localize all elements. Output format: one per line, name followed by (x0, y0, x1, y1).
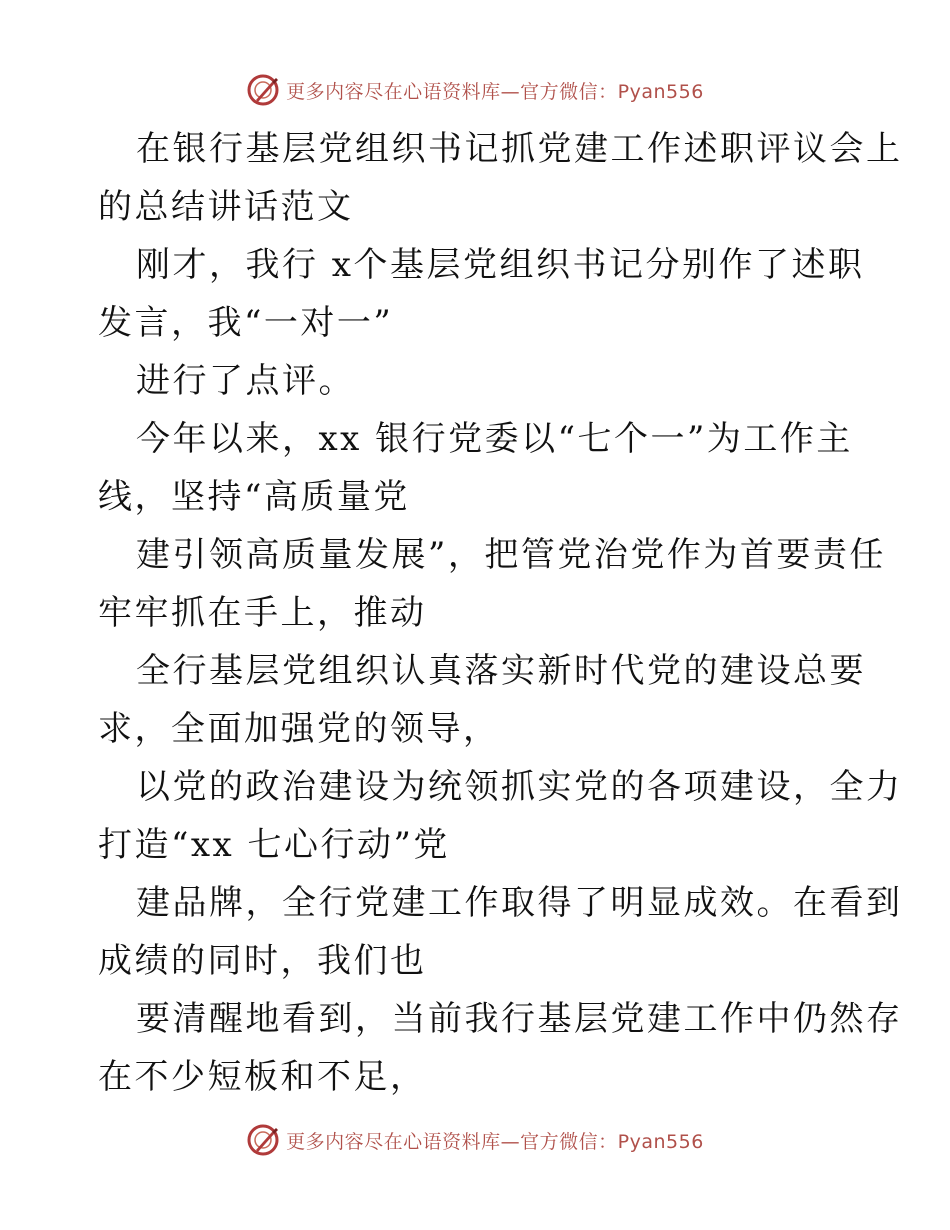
text-line: 全行基层党组织认真落实新时代党的建设总要 (136, 651, 866, 691)
footer-banner-text: 更多内容尽在心语资料库—官方微信：Pyan556 (286, 1130, 704, 1153)
text-line: 在不少短板和不足， (98, 1057, 427, 1097)
text-line: 要清醒地看到，当前我行基层党建工作中仍然存 (136, 999, 903, 1039)
text-line: 求，全面加强党的领导， (98, 709, 500, 749)
document-body (98, 120, 903, 1106)
text-line: 刚才，我行 x个基层党组织书记分别作了述职 (136, 245, 865, 285)
pen-logo-icon (246, 73, 280, 107)
text-line: 今年以来，xx 银行党委以“七个一”为工作主 (136, 419, 853, 459)
text-line: 线，坚持“高质量党 (98, 477, 410, 517)
text-line: 进行了点评。 (136, 361, 355, 401)
text-line: 成绩的同时，我们也 (98, 941, 427, 981)
text-line: 以党的政治建设为统领抓实党的各项建设，全力 (136, 767, 903, 807)
header-banner (0, 70, 950, 110)
text-line: 打造“xx 七心行动”党 (98, 825, 450, 865)
pen-logo-icon (246, 1123, 280, 1157)
footer-banner (0, 1120, 950, 1160)
text-line: 建引领高质量发展”，把管党治党作为首要责任 (136, 535, 886, 575)
text-line: 发言，我“一对一” (98, 303, 394, 343)
text-line: 在银行基层党组织书记抓党建工作述职评议会上 (136, 129, 903, 169)
header-banner-text: 更多内容尽在心语资料库—官方微信：Pyan556 (286, 80, 704, 103)
text-line: 牢牢抓在手上，推动 (98, 593, 427, 633)
text-line: 建品牌，全行党建工作取得了明显成效。在看到 (136, 883, 903, 923)
text-line: 的总结讲话范文 (98, 187, 354, 227)
